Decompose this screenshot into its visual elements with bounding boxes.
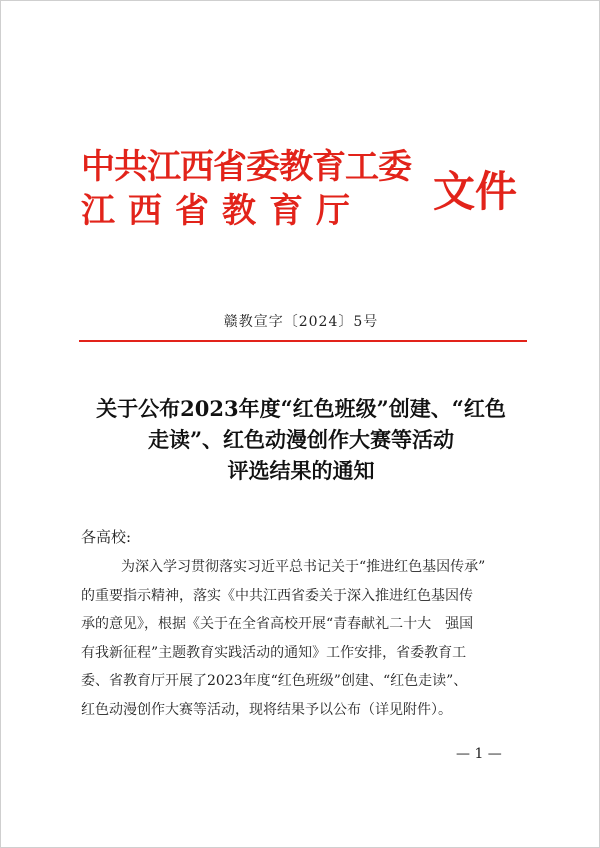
issuer-header — [65, 147, 535, 247]
document-type-label: 文件 — [433, 167, 518, 216]
body-line: 承的意见》，根据《关于在全省高校开展“青春献礼二十大 强国 — [81, 616, 474, 632]
document-number: 赣教宣字〔2024〕5号 — [223, 314, 379, 330]
title-line: 走读”、红色动漫创作大赛等活动 — [147, 427, 455, 452]
body-paragraph — [81, 553, 519, 724]
title-line: 评选结果的通知 — [227, 458, 375, 483]
red-divider-line — [79, 340, 527, 342]
issuer-name-education-department: 江西省教育厅 — [81, 191, 363, 231]
document-title — [61, 393, 541, 486]
title-line: 关于公布2023年度“红色班级”创建、“红色 — [96, 396, 506, 421]
body-line: 为深入学习贯彻落实习近平总书记关于“推进红色基因传承” — [121, 559, 486, 575]
body-line: 红色动漫创作大赛等活动，现将结果予以公布（详见附件）。 — [81, 701, 452, 718]
body-line: 委、省教育厅开展了2023年度“红色班级”创建、“红色走读”、 — [81, 673, 468, 689]
page-number: — 1 — — [456, 746, 502, 762]
issuer-name-party-committee: 中共江西省委教育工委 — [81, 147, 411, 187]
body-line: 的重要指示精神，落实《中共江西省委关于深入推进红色基因传 — [81, 587, 473, 604]
salutation: 各高校: — [81, 528, 132, 546]
body-line: 有我新征程”主题教育实践活动的通知》工作安排，省委教育工 — [81, 644, 467, 661]
